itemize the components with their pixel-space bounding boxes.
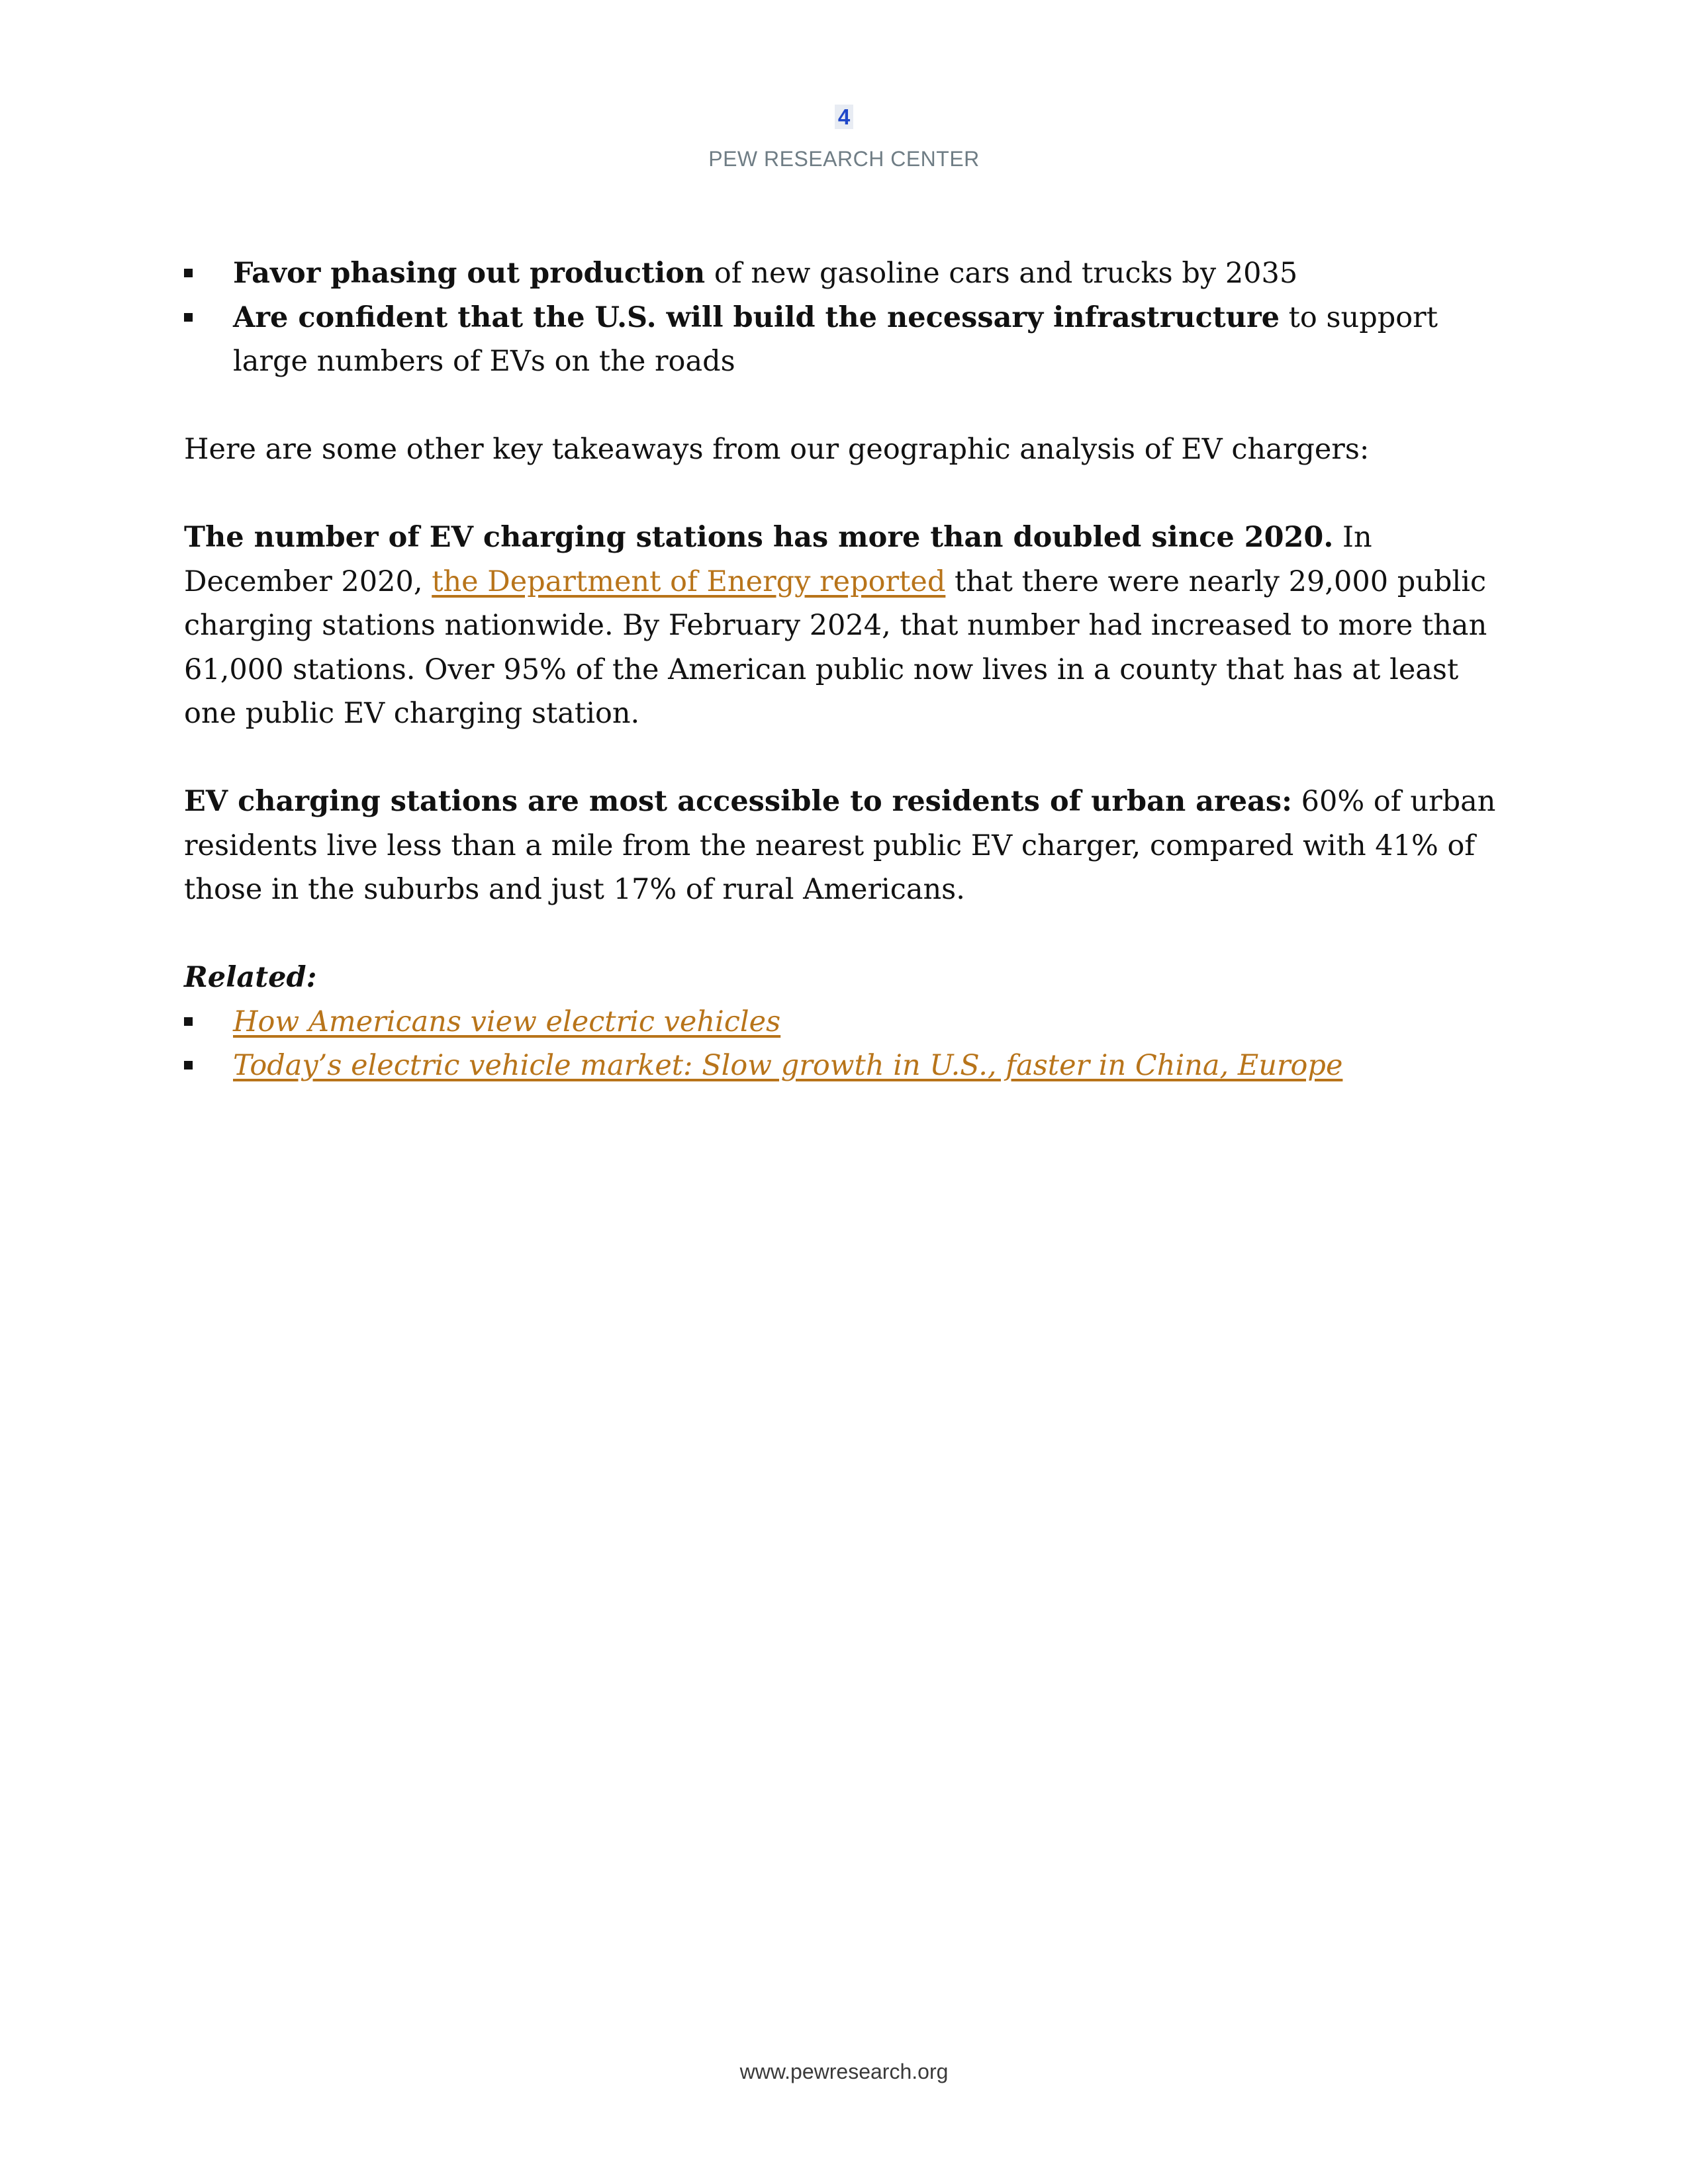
top-bullet-list — [184, 251, 1508, 384]
square-bullet-icon — [184, 269, 193, 277]
paragraph-text: that there were nearly 29,000 public charging stations nationwide. By February 2024, that number had increased to more than 61,000 stations. Over 95% of the American public now lives in a county that has at least one public EV charging station. — [184, 565, 1487, 730]
doe-report-link[interactable]: the Department of Energy reported — [432, 565, 946, 598]
page-number — [0, 105, 1688, 130]
intro-paragraph: Here are some other key takeaways from our geographic analysis of EV chargers: — [184, 433, 1370, 466]
bullet-bold-text: Favor phasing out production — [233, 257, 706, 290]
list-item — [184, 1044, 1508, 1088]
bullet-bold-text: Are confident that the U.S. will build the necessary infrastructure — [233, 300, 1280, 334]
paragraph-lead: EV charging stations are most accessible to residents of urban areas: — [184, 785, 1292, 818]
related-link-ev-views[interactable]: How Americans view electric vehicles — [233, 1005, 781, 1038]
list-item — [184, 1000, 1508, 1044]
related-links-list — [184, 1000, 1508, 1088]
related-link-ev-market[interactable]: Today’s electric vehicle market: Slow growth in U.S., faster in China, Europe — [233, 1049, 1343, 1082]
document-body — [184, 251, 1508, 1088]
paragraph-text: 60% of urban residents live less than a mile from the nearest public EV charger, compared with 41% of those in the suburbs and just 17% of rural Americans. — [184, 785, 1496, 906]
paragraph-text: In December 2020, — [184, 521, 1372, 598]
stations-doubled-paragraph — [184, 516, 1508, 736]
list-item — [184, 251, 1508, 296]
footer-url: www.pewresearch.org — [739, 2060, 949, 2083]
header-org-name: PEW RESEARCH CENTER — [708, 147, 980, 171]
bullet-text: of new gasoline cars and trucks by 2035 — [705, 257, 1298, 290]
square-bullet-icon — [184, 1061, 193, 1069]
related-heading: Related: — [184, 961, 317, 994]
list-item — [184, 296, 1508, 384]
square-bullet-icon — [184, 1017, 193, 1026]
paragraph-lead: The number of EV charging stations has more than doubled since 2020. — [184, 521, 1334, 554]
page-number-text: 4 — [835, 105, 853, 129]
bullet-text: to support large numbers of EVs on the roads — [233, 300, 1438, 378]
urban-access-paragraph — [184, 780, 1508, 912]
square-bullet-icon — [184, 313, 193, 322]
